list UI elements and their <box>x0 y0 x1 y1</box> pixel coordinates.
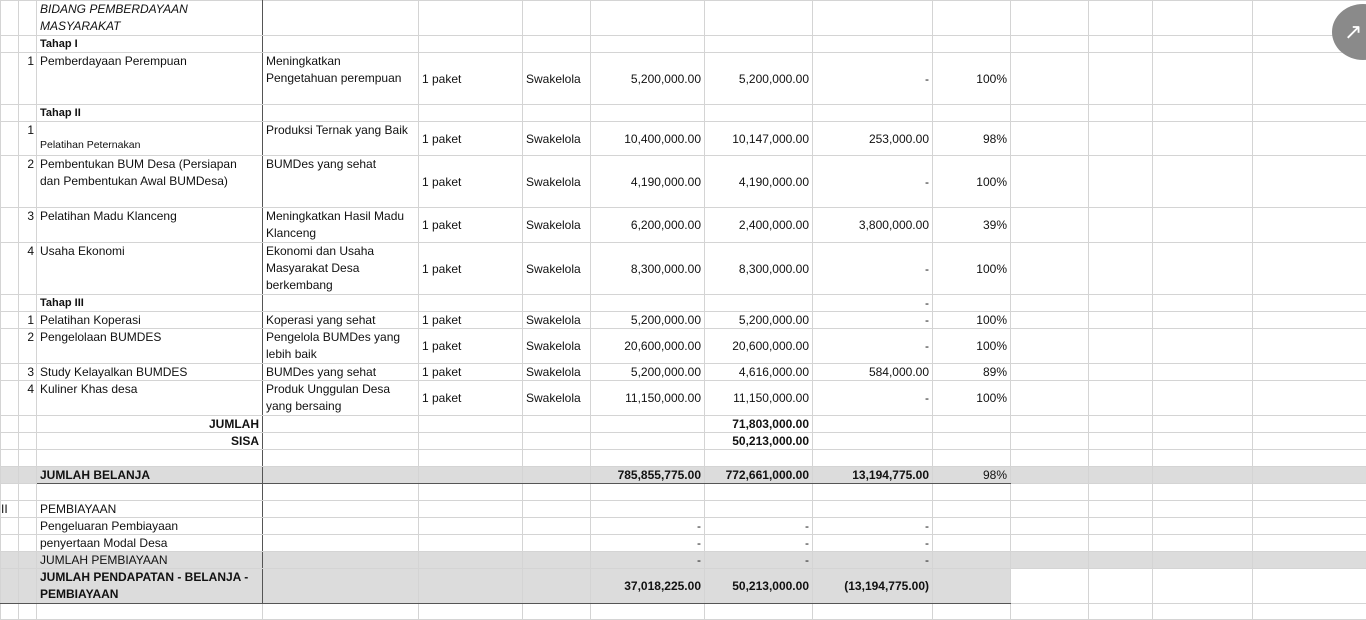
activity-output: BUMDes yang sehat <box>263 364 419 381</box>
total-expenditure-row <box>1 467 1366 484</box>
method: Swakelola <box>523 312 591 329</box>
subtotal-label: JUMLAH <box>37 416 263 433</box>
realized-amount: 4,616,000.00 <box>705 364 813 381</box>
total-financing-label: JUMLAH PEMBIAYAAN <box>37 552 263 569</box>
subtotal-value: 71,803,000.00 <box>705 416 813 433</box>
realized-amount: 11,150,000.00 <box>705 381 813 416</box>
activity-output: Produk Unggulan Desa yang bersaing <box>263 381 419 416</box>
table-row <box>1 53 1366 105</box>
blank-row <box>1 450 1366 467</box>
realized-amount: 2,400,000.00 <box>705 208 813 243</box>
budget-amount: 20,600,000.00 <box>591 329 705 364</box>
method: Swakelola <box>523 208 591 243</box>
budget-amount: 6,200,000.00 <box>591 208 705 243</box>
stage-row <box>1 105 1366 122</box>
budget-amount: - <box>591 535 705 552</box>
activity-name: Pelatihan Madu Klanceng <box>37 208 263 243</box>
method: Swakelola <box>523 53 591 105</box>
activity-output: Produksi Ternak yang Baik <box>263 122 419 156</box>
method: Swakelola <box>523 122 591 156</box>
remaining-amount: - <box>813 518 933 535</box>
percentage: 100% <box>933 243 1011 295</box>
volume: 1 paket <box>419 312 523 329</box>
activity-output: Pengelola BUMDes yang lebih baik <box>263 329 419 364</box>
table-row <box>1 156 1366 208</box>
activity-name: Kuliner Khas desa <box>37 381 263 416</box>
table-row <box>1 312 1366 329</box>
volume: 1 paket <box>419 381 523 416</box>
method: Swakelola <box>523 364 591 381</box>
financing-outflow-label: Pengeluaran Pembiayaan <box>37 518 263 535</box>
budget-amount: 8,300,000.00 <box>591 243 705 295</box>
budget-amount: 37,018,225.00 <box>591 569 705 604</box>
table-row <box>1 535 1366 552</box>
remaining-amount: 253,000.00 <box>813 122 933 156</box>
activity-output: Ekonomi dan Usaha Masyarakat Desa berkembang <box>263 243 419 295</box>
method: Swakelola <box>523 156 591 208</box>
volume: 1 paket <box>419 53 523 105</box>
roman-numeral: II <box>1 501 19 518</box>
blank-row <box>1 604 1366 620</box>
remaining-amount: - <box>813 535 933 552</box>
remaining-amount: - <box>813 295 933 312</box>
financing-label: PEMBIAYAAN <box>37 501 263 518</box>
table-row <box>1 381 1366 416</box>
method: Swakelola <box>523 329 591 364</box>
realized-amount: 5,200,000.00 <box>705 312 813 329</box>
table-row <box>1 208 1366 243</box>
realized-amount: 8,300,000.00 <box>705 243 813 295</box>
realized-amount: - <box>705 518 813 535</box>
volume: 1 paket <box>419 243 523 295</box>
percentage: 39% <box>933 208 1011 243</box>
remaining-amount: 584,000.00 <box>813 364 933 381</box>
activity-name: Usaha Ekonomi <box>37 243 263 295</box>
budget-amount: 5,200,000.00 <box>591 364 705 381</box>
remainder-label: SISA <box>37 433 263 450</box>
row-number: 3 <box>19 364 37 381</box>
percentage: 98% <box>933 122 1011 156</box>
volume: 1 paket <box>419 208 523 243</box>
realized-amount: 772,661,000.00 <box>705 467 813 484</box>
stage-label: Tahap III <box>37 295 263 312</box>
activity-name: Pengelolaan BUMDES <box>37 329 263 364</box>
realized-amount: 5,200,000.00 <box>705 53 813 105</box>
activity-output: Koperasi yang sehat <box>263 312 419 329</box>
activity-name: Pelatihan Koperasi <box>37 312 263 329</box>
activity-output: BUMDes yang sehat <box>263 156 419 208</box>
row-number: 1 <box>19 122 37 156</box>
table-row <box>1 243 1366 295</box>
volume: 1 paket <box>419 364 523 381</box>
remaining-amount: - <box>813 53 933 105</box>
section-header-row <box>1 1 1366 36</box>
budget-amount: 5,200,000.00 <box>591 53 705 105</box>
realized-amount: 50,213,000.00 <box>705 569 813 604</box>
subtotal-row <box>1 416 1366 433</box>
remaining-amount: - <box>813 312 933 329</box>
row-number: 2 <box>19 329 37 364</box>
percentage: 100% <box>933 312 1011 329</box>
financing-header-row <box>1 501 1366 518</box>
stage-row <box>1 36 1366 53</box>
percentage: 100% <box>933 156 1011 208</box>
percentage: 100% <box>933 329 1011 364</box>
section-title-line1: BIDANG PEMBERDAYAAN <box>40 1 259 18</box>
percentage: 89% <box>933 364 1011 381</box>
percentage: 98% <box>933 467 1011 484</box>
section-title <box>37 1 263 36</box>
remaining-amount: - <box>813 552 933 569</box>
capital-participation-label: penyertaan Modal Desa <box>37 535 263 552</box>
method: Swakelola <box>523 243 591 295</box>
total-financing-row <box>1 552 1366 569</box>
row-number: 1 <box>19 53 37 105</box>
expand-arrow-icon: ↗ <box>1344 19 1362 44</box>
percentage: 100% <box>933 53 1011 105</box>
row-number: 2 <box>19 156 37 208</box>
budget-amount: 10,400,000.00 <box>591 122 705 156</box>
realized-amount: 10,147,000.00 <box>705 122 813 156</box>
budget-amount: 4,190,000.00 <box>591 156 705 208</box>
table-row <box>1 329 1366 364</box>
remaining-amount: 13,194,775.00 <box>813 467 933 484</box>
remainder-value: 50,213,000.00 <box>705 433 813 450</box>
remainder-row <box>1 433 1366 450</box>
remaining-amount: (13,194,775.00) <box>813 569 933 604</box>
realized-amount: - <box>705 535 813 552</box>
activity-name: Pelatihan Peternakan <box>37 122 263 156</box>
remaining-amount: - <box>813 156 933 208</box>
activity-name: Pemberdayaan Perempuan <box>37 53 263 105</box>
stage-row <box>1 295 1366 312</box>
method: Swakelola <box>523 381 591 416</box>
row-number: 1 <box>19 312 37 329</box>
budget-amount: - <box>591 552 705 569</box>
activity-output: Meningkatkan Pengetahuan perempuan <box>263 53 419 105</box>
budget-amount: 11,150,000.00 <box>591 381 705 416</box>
row-number: 4 <box>19 381 37 416</box>
realized-amount: 20,600,000.00 <box>705 329 813 364</box>
table-row <box>1 122 1366 156</box>
total-expenditure-label: JUMLAH BELANJA <box>37 467 263 484</box>
remaining-amount: - <box>813 329 933 364</box>
row-number: 3 <box>19 208 37 243</box>
volume: 1 paket <box>419 156 523 208</box>
percentage: 100% <box>933 381 1011 416</box>
realized-amount: - <box>705 552 813 569</box>
section-title-line2: MASYARAKAT <box>40 18 259 35</box>
realized-amount: 4,190,000.00 <box>705 156 813 208</box>
activity-name: Pembentukan BUM Desa (Persiapan dan Pembentukan Awal BUMDesa) <box>37 156 263 208</box>
remaining-amount: 3,800,000.00 <box>813 208 933 243</box>
budget-amount: 785,855,775.00 <box>591 467 705 484</box>
activity-output: Meningkatkan Hasil Madu Klanceng <box>263 208 419 243</box>
budget-amount: 5,200,000.00 <box>591 312 705 329</box>
volume: 1 paket <box>419 122 523 156</box>
volume: 1 paket <box>419 329 523 364</box>
table-row <box>1 364 1366 381</box>
activity-name: Study Kelayalkan BUMDES <box>37 364 263 381</box>
table-row <box>1 518 1366 535</box>
blank-row <box>1 484 1366 501</box>
stage-label: Tahap II <box>37 105 263 122</box>
remaining-amount: - <box>813 381 933 416</box>
remaining-amount: - <box>813 243 933 295</box>
grand-total-row <box>1 569 1366 604</box>
row-number: 4 <box>19 243 37 295</box>
grand-total-label: JUMLAH PENDAPATAN - BELANJA - PEMBIAYAAN <box>37 569 263 604</box>
stage-label: Tahap I <box>37 36 263 53</box>
budget-amount: - <box>591 518 705 535</box>
